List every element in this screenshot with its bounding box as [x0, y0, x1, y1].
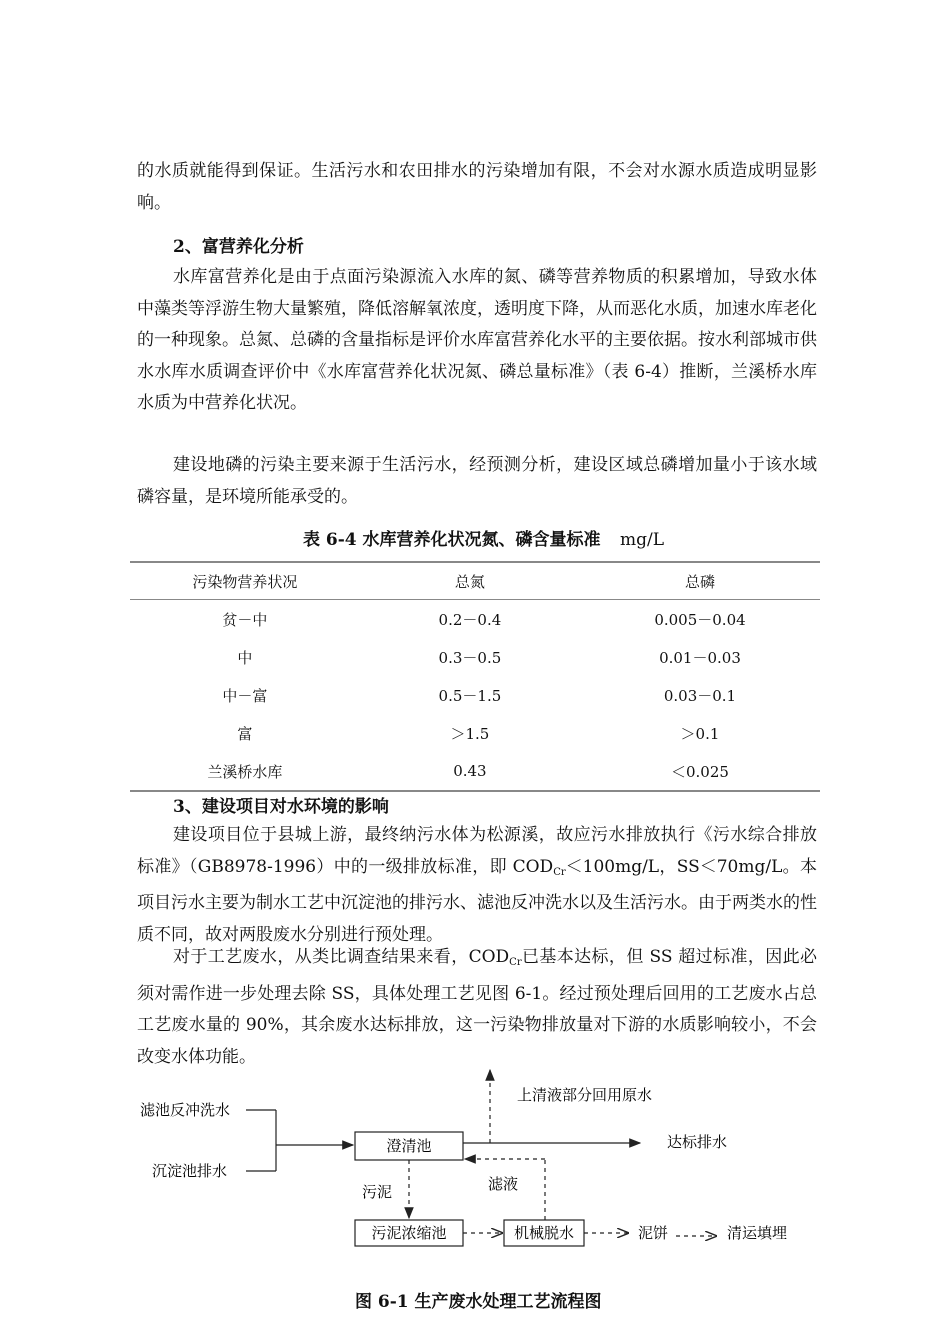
- sludge-label: 污泥: [362, 1183, 393, 1201]
- table-cell: 富: [237, 724, 253, 743]
- table-header-cell: 污染物营养状况: [130, 562, 360, 600]
- table-cell: 中－富: [222, 686, 268, 705]
- paragraph-text: 建设项目位于县城上游，最终纳污水体为松源溪，故应污水排放执行《污水综合排放标准》（GB8978-1996）中的一级排放标准，即 COD: [137, 825, 817, 877]
- paragraph-eutrophication: 水库富营养化是由于点面污染源流入水库的氮、磷等营养物质的积累增加，导致水体中藻类等浮游生物大量繁殖，降低溶解氧浓度，透明度下降，从而恶化水质，加速水库老化的一种现象。总氮、总磷的含量指标是评价水库富营养化水平的主要依据。按水利部城市供水水库水质调查评价中《水库富营养化状况氮、磷总量标准》（表 6-4）推断，兰溪桥水库水质为中营养化状况。: [137, 267, 817, 413]
- paragraph-water-quality: 的水质就能得到保证。生活污水和农田排水的污染增加有限，不会对水源水质造成明显影响。: [137, 161, 817, 213]
- table-cell: 中: [237, 648, 253, 667]
- table-caption-title: 表 6-4 水库营养化状况氮、磷含量标准: [303, 530, 601, 550]
- table-row: [130, 676, 820, 714]
- table-cell: 兰溪桥水库: [130, 752, 360, 791]
- table-cell: 0.03－0.1: [663, 686, 737, 705]
- table-row: [130, 600, 820, 639]
- clarifier-label: 澄清池: [386, 1137, 432, 1155]
- dewater-label: 机械脱水: [513, 1224, 575, 1242]
- paragraph-process-wastewater: [137, 942, 817, 1073]
- table-cell: 0.5－1.5: [438, 686, 502, 705]
- cake-label: 泥饼: [638, 1224, 669, 1242]
- table-caption: [303, 525, 664, 550]
- table-cell: ＞1.5: [450, 724, 490, 743]
- table-caption-unit: mg/L: [619, 530, 664, 550]
- process-flow-diagram: [0, 1060, 950, 1260]
- table-cell: 0.2－0.4: [438, 610, 502, 629]
- reuse-label: 上清液部分回用原水: [517, 1086, 653, 1104]
- nutrient-standard-table: [130, 561, 820, 792]
- figure-caption: 图 6-1 生产废水处理工艺流程图: [355, 1292, 602, 1312]
- table-cell: 0.01－0.03: [659, 648, 741, 667]
- table-header-cell: 总磷: [580, 562, 820, 600]
- section-heading-eutrophication: 2、富营养化分析: [173, 237, 304, 257]
- paragraph-discharge-standard: [137, 820, 817, 951]
- flow-label-sedimentation-water: 沉淀池排水: [152, 1162, 228, 1180]
- table-cell: 贫－中: [222, 610, 268, 629]
- landfill-label: 清运填埋: [727, 1224, 788, 1242]
- paragraph-phosphorus: 建设地磷的污染主要来源于生活污水，经预测分析，建设区域总磷增加量小于该水域磷容量，是环境所能承受的。: [137, 455, 817, 507]
- section-heading-water-impact: 3、建设项目对水环境的影响: [173, 797, 389, 817]
- subscript-cr: Cr: [553, 866, 566, 878]
- subscript-cr: Cr: [509, 957, 522, 968]
- filtrate-label: 滤液: [488, 1175, 519, 1193]
- table-header-cell: 总氮: [360, 562, 580, 600]
- table-cell: ＞0.1: [680, 724, 720, 743]
- table-header-row: [130, 562, 820, 600]
- table-cell: 0.005－0.04: [654, 610, 746, 629]
- table-row: [130, 752, 820, 791]
- paragraph-text: ＜100mg/L，SS＜70mg/L。本项目污水主要为制水工艺中沉淀池的排污水、滤池反冲洗水以及生活污水。由于两类水的性质不同，故对两股废水分别进行预处理。: [137, 856, 817, 945]
- discharge-label: 达标排水: [667, 1133, 728, 1151]
- table-row: [130, 714, 820, 752]
- flow-label-backwash-water: 滤池反冲洗水: [140, 1101, 231, 1119]
- paragraph-text: 已基本达标，但 SS 超过标准，因此必须对需作进一步处理去除 SS，具体处理工艺见图 6-1。经过预处理后回用的工艺废水占总工艺废水量的 90%，其余废水达标排放，这一污染物排放量对下游的水质影响较小，不会改变水体功能。: [137, 947, 817, 1067]
- table-cell: 0.3－0.5: [438, 648, 502, 667]
- thickener-label: 污泥浓缩池: [371, 1224, 447, 1242]
- table-row: [130, 638, 820, 676]
- table-cell: ＜0.025: [580, 752, 820, 791]
- table-cell: 0.43: [360, 752, 580, 791]
- paragraph-text: 对于工艺废水，从类比调查结果来看，COD: [173, 947, 510, 967]
